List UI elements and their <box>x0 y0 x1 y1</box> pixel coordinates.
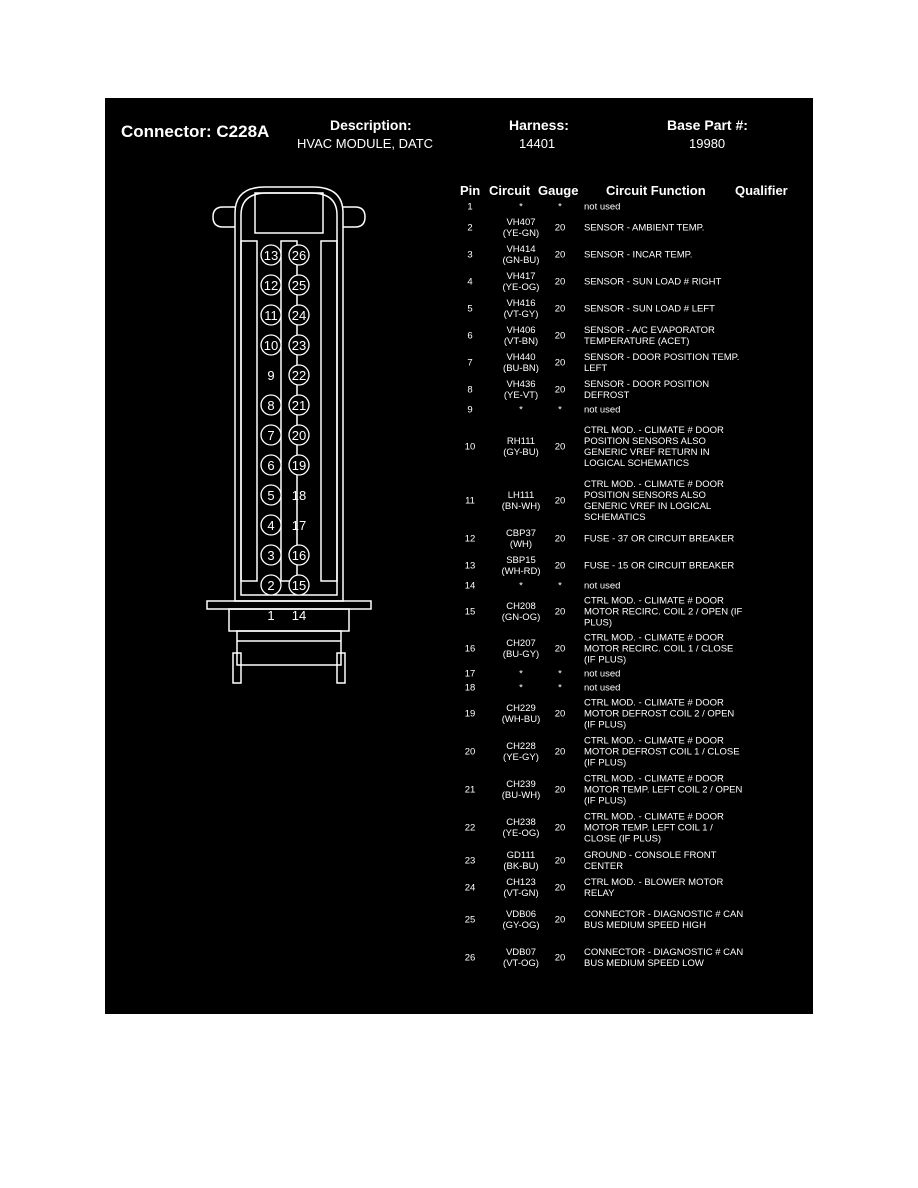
pin-label: 9 <box>267 368 275 383</box>
circuit-function: SENSOR - INCAR TEMP. <box>584 249 693 260</box>
wire-color: (BU-GY) <box>502 648 540 660</box>
pin-number: 8 <box>467 384 473 395</box>
connector-panel <box>105 98 813 1014</box>
pin-number: 9 <box>467 404 473 416</box>
table-row <box>445 241 805 268</box>
wire-gauge: 20 <box>554 855 566 866</box>
connector-face-diagram <box>205 183 373 703</box>
table-row <box>445 874 805 901</box>
table-row <box>445 593 805 630</box>
wire-gauge: 20 <box>554 222 566 233</box>
pin-number: 11 <box>465 495 475 507</box>
base-part-value: 19980 <box>689 136 726 151</box>
circuit-function: not used <box>584 404 621 416</box>
wire-gauge: 20 <box>554 914 566 926</box>
table-row <box>445 681 805 695</box>
circuit-function: not used <box>584 580 621 592</box>
wire-gauge: 20 <box>554 249 566 260</box>
pin-label: 8 <box>267 398 275 413</box>
wire-gauge: 20 <box>554 746 566 758</box>
wire-gauge: * <box>558 668 562 680</box>
circuit-id: GD111 <box>506 849 536 861</box>
table-row <box>445 417 805 477</box>
wire-color: (WH-RD) <box>501 565 541 577</box>
wire-color: (YE-OG) <box>502 828 540 839</box>
circuit-id: CH229 <box>506 703 536 714</box>
pin-number: 23 <box>464 855 476 866</box>
harness-label: Harness: <box>509 117 569 133</box>
table-row <box>445 847 805 874</box>
pin-number: 16 <box>464 643 476 654</box>
wire-color: (GN-BU) <box>502 254 540 266</box>
circuit-id: * <box>519 668 523 680</box>
circuit-id: CH228 <box>506 741 536 752</box>
pin-label: 10 <box>263 338 279 353</box>
col-header-circuit: Circuit <box>489 183 531 198</box>
wire-gauge: 20 <box>554 643 566 654</box>
circuit-id: CBP37 <box>505 527 537 539</box>
pin-label: 23 <box>291 338 307 353</box>
circuit-id: VH440 <box>506 351 536 363</box>
wire-gauge: 20 <box>554 533 566 544</box>
table-row <box>445 552 805 579</box>
circuit-function: CTRL MOD. - CLIMATE # DOOR MOTOR DEFROST COIL 2 / OPEN (IF PLUS) <box>584 697 735 731</box>
col-header-pin: Pin <box>460 183 481 198</box>
pin-label: 16 <box>291 548 307 563</box>
circuit-function: SENSOR - A/C EVAPORATOR TEMPERATURE (ACET) <box>584 324 715 347</box>
harness-value: 14401 <box>519 136 556 151</box>
pin-number: 21 <box>464 784 476 796</box>
pin-number: 24 <box>464 882 476 893</box>
circuit-id: CH208 <box>506 600 536 612</box>
pin-label: 1 <box>267 608 275 623</box>
circuit-id: VH407 <box>506 216 536 228</box>
wire-color: (VT-BN) <box>503 335 539 347</box>
table-row <box>445 733 805 771</box>
table-row <box>445 349 805 376</box>
wire-gauge: * <box>558 404 562 416</box>
wire-gauge: 20 <box>554 882 566 893</box>
circuit-function: CTRL MOD. - CLIMATE # DOOR MOTOR TEMP. LEFT COIL 1 / CLOSE (IF PLUS) <box>584 811 724 845</box>
circuit-id: LH111 <box>507 490 535 501</box>
pin-label: 3 <box>267 548 275 563</box>
circuit-function: GROUND - CONSOLE FRONT CENTER <box>584 849 717 872</box>
wire-color: (WH-BU) <box>501 714 541 725</box>
col-header-gauge: Gauge <box>538 183 579 198</box>
col-header-function: Circuit Function <box>606 183 706 198</box>
pin-number: 14 <box>464 580 476 592</box>
pin-label: 2 <box>267 578 275 593</box>
pin-label: 4 <box>267 518 275 533</box>
table-row <box>445 403 805 417</box>
description-value: HVAC MODULE, DATC <box>297 136 434 151</box>
circuit-function: CTRL MOD. - BLOWER MOTOR RELAY <box>584 876 724 899</box>
circuit-id: VH417 <box>506 270 536 282</box>
pin-number: 2 <box>467 222 473 233</box>
pin-label: 5 <box>267 488 275 503</box>
wire-gauge: 20 <box>554 952 566 964</box>
wire-color: (GY-BU) <box>503 447 539 458</box>
pin-number: 3 <box>467 249 473 260</box>
pin-label: 18 <box>291 488 307 503</box>
circuit-function: CTRL MOD. - CLIMATE # DOOR POSITION SENSORS ALSO GENERIC VREF RETURN IN LOGICAL SCHEMATICS <box>584 425 724 469</box>
circuit-id: VH406 <box>506 324 536 336</box>
wire-color: (VT-GN) <box>503 887 539 899</box>
table-row <box>445 214 805 241</box>
pin-label: 13 <box>263 248 279 263</box>
circuit-id: * <box>519 580 523 592</box>
wire-gauge: 20 <box>554 303 566 314</box>
pin-label: 11 <box>264 308 278 323</box>
pin-label: 21 <box>291 398 307 413</box>
wire-gauge: 20 <box>554 495 566 507</box>
wire-color: (VT-OG) <box>503 958 539 969</box>
wire-color: (GN-OG) <box>501 611 541 623</box>
pin-number: 6 <box>467 330 473 341</box>
wire-color: (VT-GY) <box>503 308 539 320</box>
circuit-id: CH239 <box>506 779 536 790</box>
wire-gauge: 20 <box>554 276 566 287</box>
circuit-id: * <box>519 201 523 213</box>
pin-number: 20 <box>464 746 476 758</box>
pin-number: 22 <box>464 822 476 834</box>
pin-layer <box>261 245 309 623</box>
table-row <box>445 322 805 349</box>
circuit-id: VH436 <box>506 378 536 390</box>
wire-color: (WH) <box>509 538 533 550</box>
connector-title: Connector: C228A <box>121 122 270 141</box>
pin-label: 12 <box>263 278 279 293</box>
circuit-function: not used <box>584 682 621 694</box>
wire-gauge: 20 <box>554 708 566 720</box>
circuit-function: CONNECTOR - DIAGNOSTIC # CAN BUS MEDIUM SPEED HIGH <box>584 909 744 931</box>
wire-gauge: * <box>558 201 562 213</box>
circuit-function: not used <box>584 668 621 680</box>
pin-label: 7 <box>267 428 275 443</box>
pin-number: 4 <box>467 276 473 287</box>
wire-color: (BN-WH) <box>501 501 541 512</box>
circuit-function: SENSOR - AMBIENT TEMP. <box>584 222 705 233</box>
pin-number: 15 <box>464 606 476 617</box>
wire-color: (BU-WH) <box>501 790 541 801</box>
circuit-function: not used <box>584 201 621 213</box>
wire-gauge: 20 <box>554 441 566 453</box>
circuit-function: CTRL MOD. - CLIMATE # DOOR MOTOR RECIRC. COIL 2 / OPEN (IF PLUS) <box>584 595 743 628</box>
pin-label: 14 <box>291 608 307 623</box>
pin-number: 12 <box>464 533 476 544</box>
circuit-function: SENSOR - SUN LOAD # LEFT <box>584 303 715 314</box>
circuit-id: RH111 <box>506 436 536 447</box>
pin-label: 17 <box>291 518 307 533</box>
circuit-function: SENSOR - DOOR POSITION TEMP. LEFT <box>584 351 740 374</box>
table-row <box>445 579 805 593</box>
pin-number: 26 <box>464 952 476 964</box>
pin-number: 1 <box>467 201 473 213</box>
table-row <box>445 939 805 977</box>
pin-label: 19 <box>291 458 307 473</box>
wire-gauge: * <box>558 580 562 592</box>
circuit-id: VH416 <box>506 297 536 309</box>
table-row <box>445 376 805 403</box>
table-row <box>445 695 805 733</box>
table-row <box>445 809 805 847</box>
circuit-id: SBP15 <box>506 554 536 566</box>
pin-number: 5 <box>467 303 473 314</box>
wire-color: (YE-OG) <box>502 281 540 293</box>
circuit-id: * <box>519 404 523 416</box>
circuit-id: CH238 <box>506 817 536 828</box>
pin-label: 6 <box>267 458 275 473</box>
pin-number: 10 <box>464 441 476 453</box>
wire-color: (BK-BU) <box>503 860 539 872</box>
table-row <box>445 901 805 939</box>
pin-number: 7 <box>467 357 473 368</box>
pin-label: 26 <box>291 248 307 263</box>
col-header-qualifier: Qualifier <box>735 183 788 198</box>
circuit-id: VDB06 <box>505 909 537 920</box>
circuit-function: SENSOR - DOOR POSITION DEFROST <box>584 378 710 401</box>
wire-color: (GY-OG) <box>502 920 540 931</box>
pin-number: 25 <box>464 914 476 926</box>
table-row <box>445 667 805 681</box>
circuit-function: CTRL MOD. - CLIMATE # DOOR MOTOR TEMP. LEFT COIL 2 / OPEN (IF PLUS) <box>584 773 743 807</box>
circuit-function: CTRL MOD. - CLIMATE # DOOR MOTOR DEFROST COIL 1 / CLOSE (IF PLUS) <box>584 735 740 769</box>
wire-color: (YE-VT) <box>503 389 539 401</box>
wire-color: (BU-BN) <box>503 362 539 374</box>
circuit-function: CTRL MOD. - CLIMATE # DOOR MOTOR RECIRC. COIL 1 / CLOSE (IF PLUS) <box>584 632 734 665</box>
wire-gauge: 20 <box>554 357 566 368</box>
wire-gauge: 20 <box>554 822 566 834</box>
pin-number: 19 <box>464 708 476 720</box>
table-row <box>445 477 805 525</box>
circuit-id: * <box>519 682 523 694</box>
wire-color: (YE-GY) <box>503 752 539 763</box>
circuit-function: CONNECTOR - DIAGNOSTIC # CAN BUS MEDIUM SPEED LOW <box>584 947 744 969</box>
wire-gauge: 20 <box>554 330 566 341</box>
circuit-id: VDB07 <box>505 947 537 958</box>
pin-label: 15 <box>291 578 307 593</box>
pin-number: 18 <box>464 682 476 694</box>
circuit-function: CTRL MOD. - CLIMATE # DOOR POSITION SENSORS ALSO GENERIC VREF IN LOGICAL SCHEMATICS <box>584 479 724 523</box>
table-row <box>445 525 805 552</box>
pin-label: 25 <box>291 278 307 293</box>
circuit-id: CH123 <box>506 876 536 888</box>
table-row <box>445 200 805 214</box>
circuit-id: VH414 <box>506 243 536 255</box>
pin-number: 13 <box>464 560 476 571</box>
circuit-function: SENSOR - SUN LOAD # RIGHT <box>584 276 722 287</box>
table-row <box>445 268 805 295</box>
base-part-label: Base Part #: <box>667 117 748 133</box>
wire-gauge: 20 <box>554 784 566 796</box>
wire-gauge: 20 <box>554 560 566 571</box>
wire-color: (YE-GN) <box>502 227 540 239</box>
table-row <box>445 771 805 809</box>
pin-label: 24 <box>291 308 307 323</box>
circuit-function: FUSE - 37 OR CIRCUIT BREAKER <box>584 533 735 544</box>
wire-gauge: 20 <box>554 606 566 617</box>
table-row <box>445 630 805 667</box>
wire-gauge: 20 <box>554 384 566 395</box>
description-label: Description: <box>330 117 412 133</box>
pin-number: 17 <box>464 668 476 680</box>
pin-label: 20 <box>291 428 307 443</box>
wire-gauge: * <box>558 682 562 694</box>
table-row <box>445 295 805 322</box>
circuit-function: FUSE - 15 OR CIRCUIT BREAKER <box>584 560 735 571</box>
pin-label: 22 <box>291 368 307 383</box>
circuit-id: CH207 <box>506 637 536 649</box>
